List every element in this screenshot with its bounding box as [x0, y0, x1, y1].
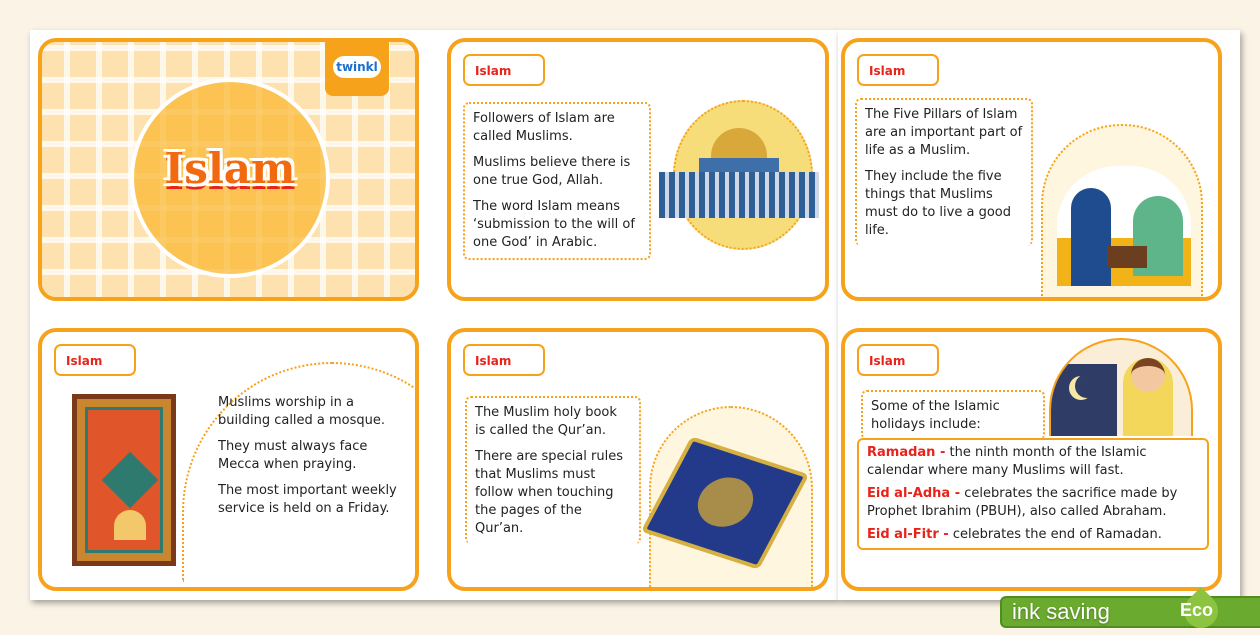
card-text: [855, 98, 1033, 246]
card-text: [465, 396, 641, 544]
paragraph: Followers of Islam are called Muslims.: [473, 111, 615, 144]
card-tag: Islam: [857, 54, 939, 86]
card-followers: [447, 38, 829, 301]
paragraph: The word Islam means ‘submission to the will of one God’ in Arabic.: [473, 199, 635, 250]
holidays-list: [857, 438, 1209, 550]
dome-of-the-rock-image: [659, 128, 819, 218]
prayer-mat-image: [72, 394, 176, 566]
card-holidays: [841, 328, 1222, 591]
leaf-icon: [1172, 594, 1232, 628]
paragraph: There are special rules that Muslims must follow when touching the pages of the Qur’an.: [475, 449, 623, 536]
card-five-pillars: [841, 38, 1222, 301]
card-tag: Islam: [857, 344, 939, 376]
card-mosque: [38, 328, 419, 591]
girl-with-lantern-image: [1049, 338, 1193, 436]
paragraph: The Five Pillars of Islam are an important part of life as a Muslim.: [865, 107, 1023, 158]
paragraph: They must always face Mecca when praying.: [218, 439, 368, 472]
holiday-item: Ramadan - the ninth month of the Islamic calendar where many Muslims will fast.: [867, 445, 1147, 478]
card-text: [463, 102, 651, 260]
twinkl-logo: twinkl: [325, 42, 389, 96]
holidays-intro: Some of the Islamic holidays include:: [861, 390, 1045, 440]
card-tag: Islam: [463, 54, 545, 86]
paragraph: They include the five things that Muslims must do to live a good life.: [865, 169, 1011, 238]
paragraph: Muslims believe there is one true God, Allah.: [473, 155, 631, 188]
card-quran: [447, 328, 829, 591]
ink-saving-badge: [1000, 596, 1260, 628]
paragraph: The most important weekly service is held on a Friday.: [218, 483, 397, 516]
eco-label: Eco: [1180, 600, 1214, 620]
ink-saving-label: ink saving: [1012, 599, 1110, 624]
cover-title: Islam: [164, 144, 296, 193]
card-tag: Islam: [463, 344, 545, 376]
holiday-item: Eid al-Fitr - celebrates the end of Ramadan.: [867, 527, 1162, 542]
paragraph: Muslims worship in a building called a mosque.: [218, 395, 386, 428]
card-text: [218, 394, 406, 518]
paragraph: The Muslim holy book is called the Qur’an.: [475, 405, 617, 438]
card-tag: Islam: [54, 344, 136, 376]
cover-card: [38, 38, 419, 301]
holiday-item: Eid al-Adha - celebrates the sacrifice made by Prophet Ibrahim (PBUH), also called Abraham.: [867, 486, 1178, 519]
family-reading-image: [1041, 124, 1203, 301]
